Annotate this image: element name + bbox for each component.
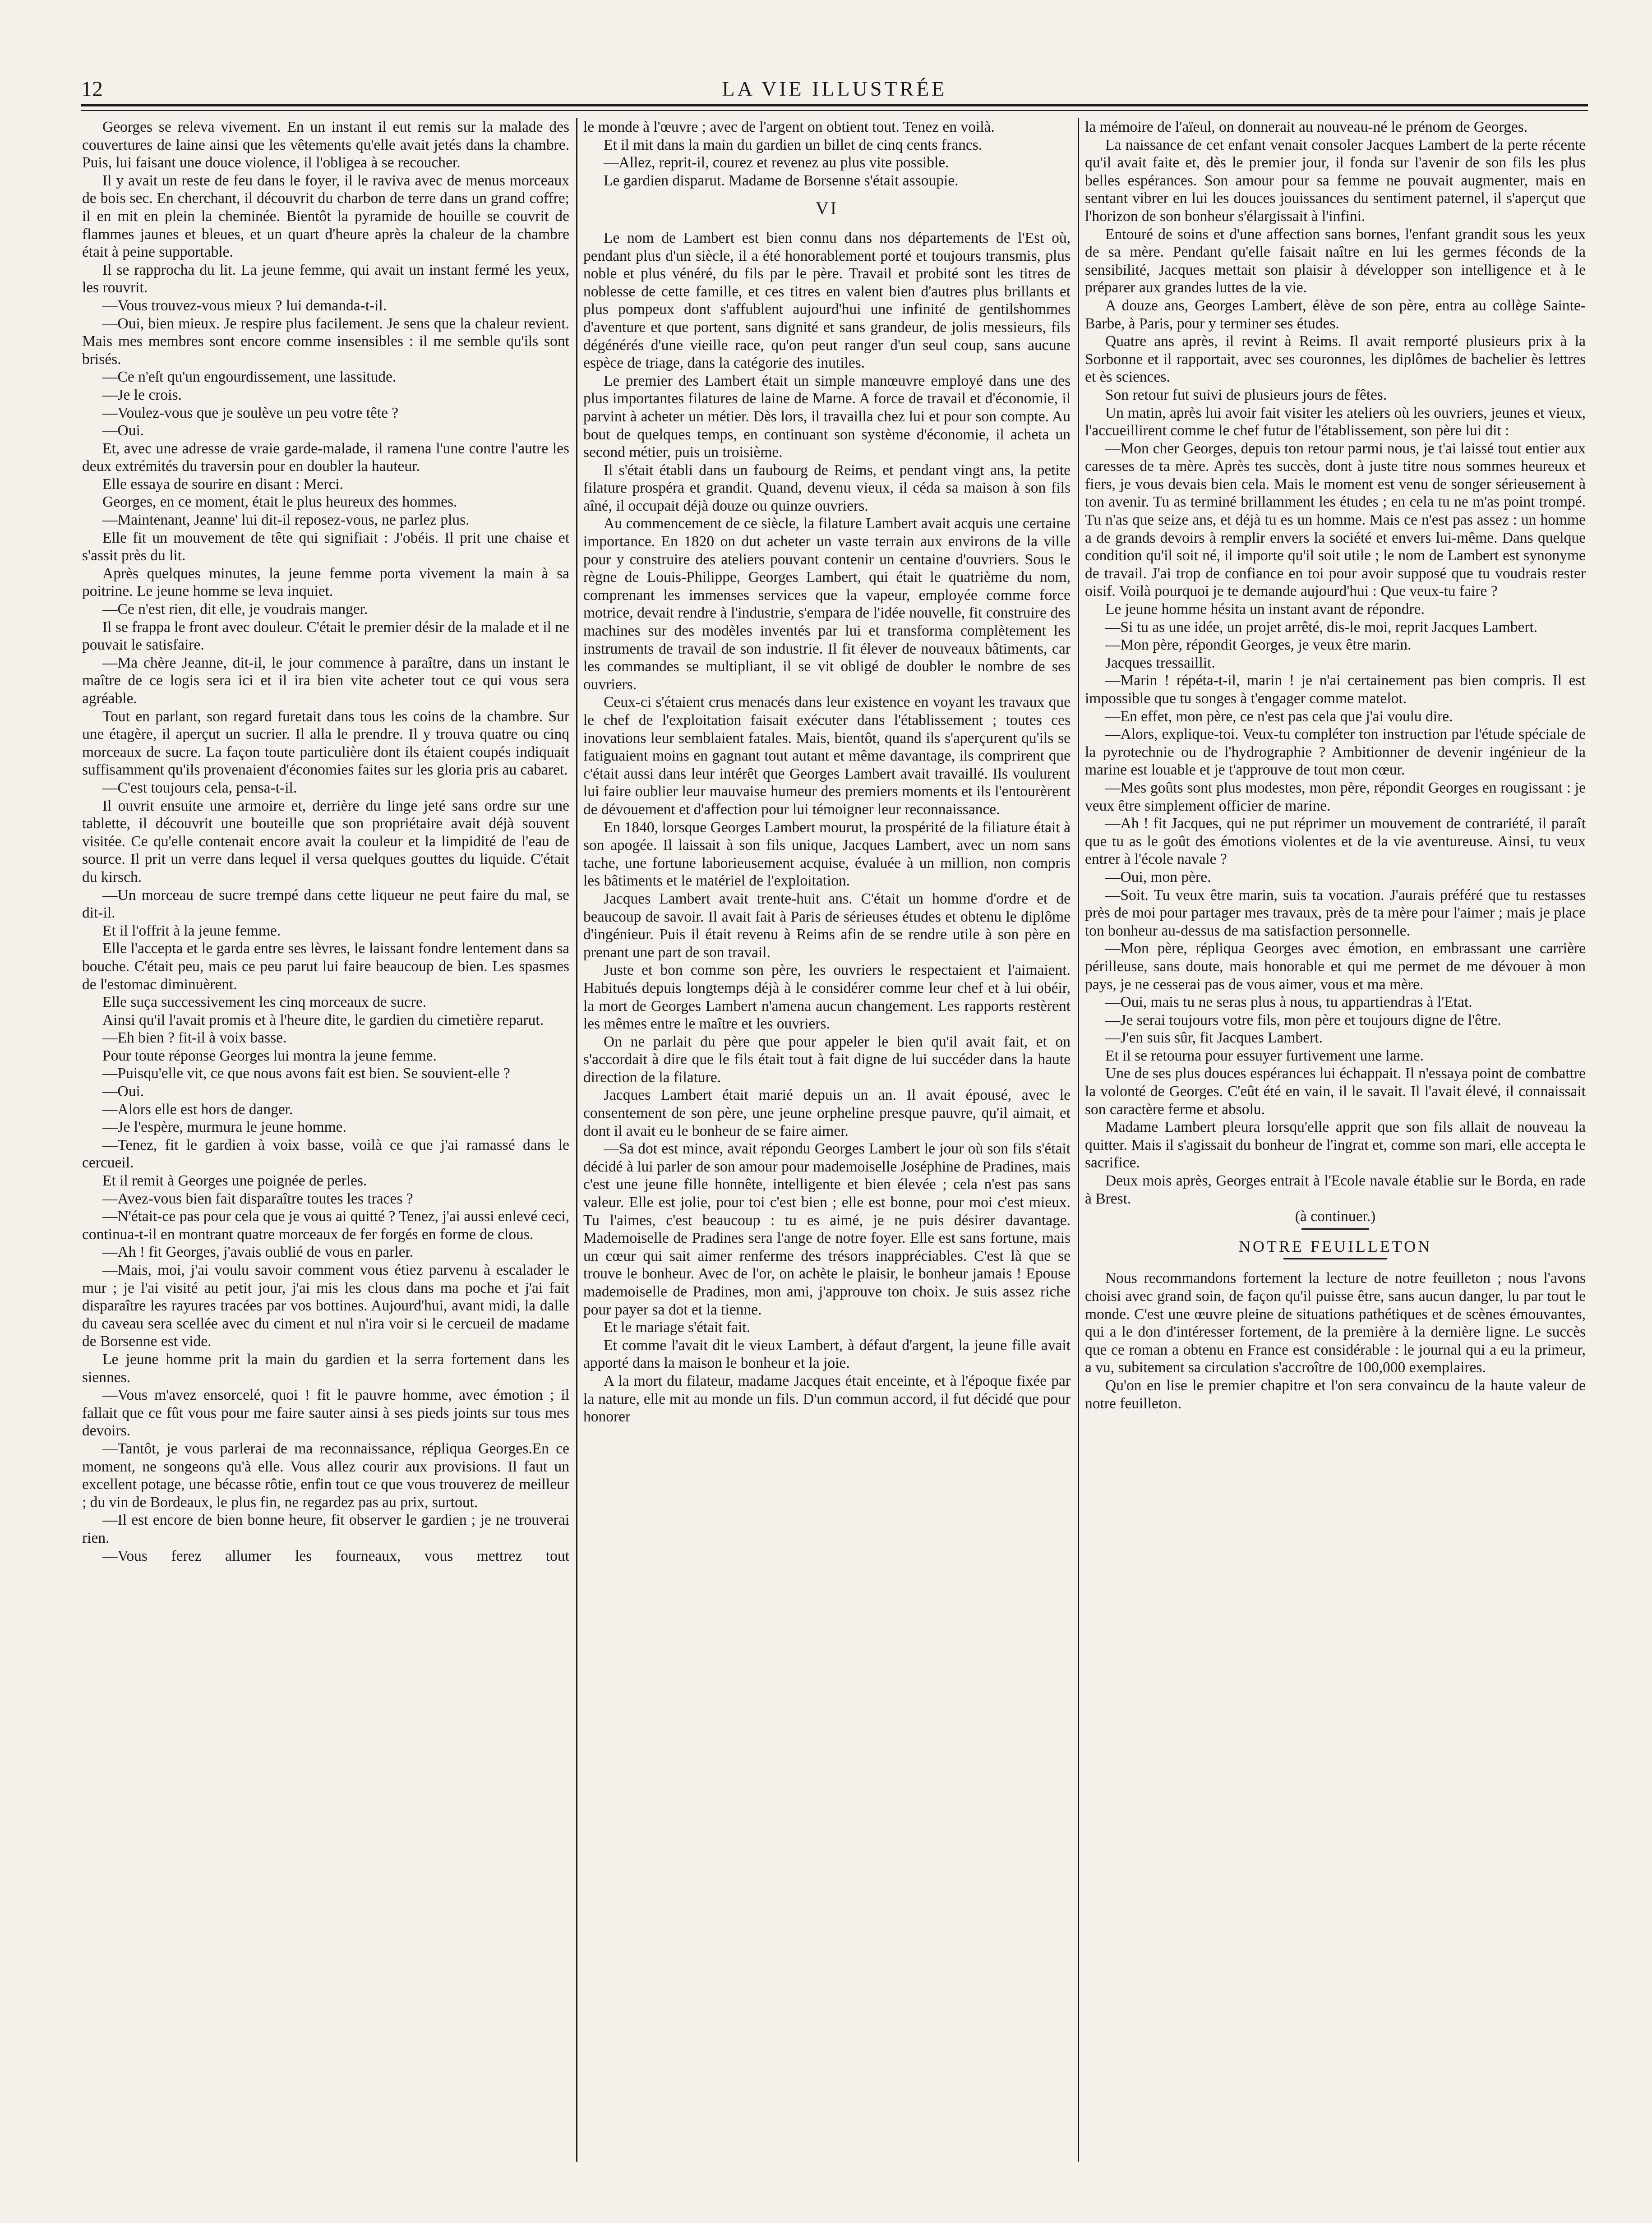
- header-rule-thin: [81, 110, 1588, 111]
- paragraph: Le jeune homme prit la main du gardien et la serra fortement dans les siennes.: [82, 1351, 569, 1386]
- paragraph: Le premier des Lambert était un simple manœuvre employé dans une des plus importantes filatures de laine de Marne. A force de travail et d'économie, il parvint à acheter un métier. Dès lors, il travailla chez lui et pour son compte. Au bout de quelques temps, en continuant son système d'économie, il acheta un second métier, puis un troisième.: [583, 372, 1071, 461]
- paragraph: Et, avec une adresse de vraie garde-malade, il ramena l'une contre l'autre les deux extrémités du traversin pour en doubler la hauteur.: [82, 440, 569, 475]
- paragraph: Et il remit à Georges une poignée de perles.: [102, 1172, 367, 1190]
- paragraph: —Tantôt, je vous parlerai de ma reconnaissance, répliqua Georges.En ce moment, ne songeons qu'à elle. Vous allez courir aux provisions. Il faut un excellent potage, une bécasse rôtie, enfin tout ce que vous trouverez de meilleur ; du vin de Bordeaux, le plus fin, ne regardez pas au prix, surtout.: [82, 1440, 569, 1511]
- paragraph: Au commencement de ce siècle, la filature Lambert avait acquis une certaine importance. En 1820 on dut acheter un vaste terrain aux environs de la ville pour y construire des ateliers pouvant contenir un centaine d'ouvriers. Sous le règne de Louis-Philippe, Georges Lambert, qui était le quatrième du nom, comprenant les immenses services que la vapeur, employée comme force motrice, devait rendre à l'industrie, s'empara de l'idée nouvelle, fit construire des machines sur des modèles inventés par lui et transforma complètement les instruments de travail de son industrie. Il fit élever de nouveaux bâtiments, car les commandes se multipliant, il se vit obligé de doubler le nombre de ses ouvriers.: [583, 515, 1071, 693]
- feuilleton-heading-rule: [1283, 1258, 1387, 1259]
- paragraph: Tout en parlant, son regard furetait dans tous les coins de la chambre. Sur une étagère, il aperçut un sucrier. Il alla le prendre. Il y trouva quatre ou cinq morceaux de sucre. La façon toute particulière dont ils étaient coupés indiquait suffisamment qu'ils provenaient d'économies faites sur les gloria pris au cabaret.: [82, 708, 569, 779]
- header-rule: [81, 104, 1588, 106]
- paragraph: Elle l'accepta et le garda entre ses lèvres, le laissant fondre lentement dans sa bouche. C'était peu, mais ce peu parut lui faire beaucoup de bien. Les spasmes de l'estomac diminuèrent.: [82, 940, 569, 993]
- paragraph: Il y avait un reste de feu dans le foyer, il le raviva avec de menus morceaux de bois sec. En cherchant, il découvrit du charbon de terre dans un grand coffre; il en mit en plein la cheminée. Bientôt la pyramide de houille se couvrit de flammes jaunes et bleues, et un quart d'heure après la chaleur de la chambre était à peine supportable.: [82, 172, 569, 261]
- paragraph: Georges se releva vivement. En un instant il eut remis sur la malade des couvertures de laine ainsi que les vêtements qu'elle avait jetés dans la chambre. Puis, lui faisant une douce violence, il l'obligea à se recoucher.: [82, 119, 569, 171]
- journal-title: LA VIE ILLUSTRÉE: [722, 77, 947, 100]
- paragraph: Et le mariage s'était fait.: [604, 1319, 751, 1336]
- paragraph: Et il l'offrit à la jeune femme.: [102, 922, 281, 939]
- paragraph: le monde à l'œuvre ; avec de l'argent on obtient tout. Tenez en voilà.: [583, 119, 995, 135]
- paragraph: Madame Lambert pleura lorsqu'elle apprit que son fils allait de nouveau la quitter. Mais il s'agissait du bonheur de l'ingrat et, comme son mari, elle accepta le sacrifice.: [1085, 1119, 1586, 1171]
- column-1-body: [82, 118, 569, 1565]
- paragraph: Il se frappa le front avec douleur. C'était le premier désir de la malade et il ne pouvait le satisfaire.: [82, 618, 569, 654]
- paragraph: A la mort du filateur, madame Jacques était enceinte, et à l'époque fixée par la nature, elle mit au monde un fils. D'un commun accord, il fut décidé que pour honorer: [583, 1372, 1071, 1425]
- paragraph: En 1840, lorsque Georges Lambert mourut, la prospérité de la filiature était à son apogée. Il laissait à son fils unique, Jacques Lambert, avec un nom sans tache, une fortune laborieusement acquise, évaluée à un million, non compris les bâtiments et le matériel de l'exploitation.: [583, 819, 1071, 890]
- paragraph: —Ah ! fit Jacques, qui ne put réprimer un mouvement de contrariété, il paraît que tu as le goût des émotions violentes et de la vie aventureuse. Ainsi, tu veux entrer à l'école navale ?: [1085, 815, 1586, 868]
- paragraph: Un matin, après lui avoir fait visiter les ateliers où les ouvriers, jeunes et vieux, l'accueillirent comme le chef futur de l'établissement, son père lui dit :: [1085, 404, 1586, 439]
- section-numeral: VI: [815, 198, 839, 219]
- paragraph: Pour toute réponse Georges lui montra la jeune femme.: [102, 1047, 437, 1064]
- paragraph: Il ouvrit ensuite une armoire et, derrière du linge jeté sans ordre sur une tablette, il découvrit une bouteille que son propriétaire avait déjà souvent visitée. Ce qu'elle contenait encore avait la couleur et la limpidité de l'eau de source. Il prit un verre dans lequel il versa quelques gouttes du liquide. C'était du kirsch.: [82, 797, 569, 886]
- paragraph: Et il se retourna pour essuyer furtivement une larme.: [1105, 1047, 1424, 1064]
- paragraph: —Oui.: [102, 1083, 144, 1100]
- paragraph: —Oui.: [102, 422, 144, 439]
- paragraph: —Vous m'avez ensorcelé, quoi ! fit le pauvre homme, avec émotion ; il fallait que ce fût vous pour me faire sauter ainsi à ses pieds joints sur tous mes devoirs.: [82, 1387, 569, 1439]
- section-rule: [1301, 1228, 1369, 1230]
- paragraph: —Mon cher Georges, depuis ton retour parmi nous, je t'ai laissé tout entier aux caresses de ta mère. Après tes succès, dont à juste titre nous sommes heureux et fiers, je vous devais bien cela. Mais le moment est venu de songer sérieusement à ton avenir. Tu as terminé brillamment les études ; en cela tu ne m'as point trompé. Tu n'as que seize ans, et déjà tu es un homme. Mais ce n'est pas assez : un homme a de grands devoirs à remplir envers la société et envers lui-même. Dans quelque condition qu'il soit né, il importe qu'il soit utile ; le nom de Lambert est synonyme de travail. J'ai trop de confiance en toi pour avoir supposé que tu voudrais rester oisif. Voilà pourquoi je te demande aujourd'hui : Que veux-tu faire ?: [1085, 440, 1586, 600]
- paragraph: Juste et bon comme son père, les ouvriers le respectaient et l'aimaient. Habitués depuis longtemps déjà à le considérer comme leur chef et à lui obéir, la mort de Georges Lambert n'amena aucun changement. Les rapports restèrent les mêmes entre le maître et les ouvriers.: [583, 962, 1071, 1033]
- paragraph: Le jeune homme hésita un instant avant de répondre.: [1105, 601, 1425, 618]
- paragraph: Après quelques minutes, la jeune femme porta vivement la main à sa poitrine. Le jeune homme se leva inquiet.: [82, 565, 569, 600]
- column-divider: [1078, 118, 1079, 2162]
- column-3-body: [1085, 118, 1586, 1208]
- paragraph: —N'était-ce pas pour cela que je vous ai quitté ? Tenez, j'ai aussi enlevé ceci, continua-t-il en montrant quatre morceaux de fer forgés en forme de clous.: [82, 1208, 569, 1243]
- feuilleton-heading: NOTRE FEUILLETON: [1238, 1237, 1432, 1255]
- paragraph: —Soit. Tu veux être marin, suis ta vocation. J'aurais préféré que tu restasses près de moi pour partager mes travaux, près de ta mère pour l'aimer ; mais je place ton bonheur au-dessus de ma satisfaction personnelle.: [1085, 886, 1586, 939]
- paragraph: —Alors elle est hors de danger.: [102, 1101, 293, 1118]
- paragraph: —Je le crois.: [102, 386, 182, 403]
- paragraph: Et comme l'avait dit le vieux Lambert, à défaut d'argent, la jeune fille avait apporté dans la maison le bonheur et la joie.: [583, 1337, 1071, 1372]
- column-2-lead: [583, 118, 1071, 189]
- paragraph: —Ma chère Jeanne, dit-il, le jour commence à paraître, dans un instant le maître de ce logis sera ici et il ira bien vite acheter tout ce qui vous sera agréable.: [82, 654, 569, 707]
- paragraph: A douze ans, Georges Lambert, élève de son père, entra au collège Sainte-Barbe, à Paris, pour y terminer ses études.: [1085, 297, 1586, 332]
- paragraph: —Allez, reprit-il, courez et revenez au plus vite possible.: [604, 154, 949, 171]
- paragraph: —Oui, mais tu ne seras plus à nous, tu appartiendras à l'Etat.: [1105, 994, 1472, 1011]
- paragraph: Le gardien disparut. Madame de Borsenne s'était assoupie.: [604, 172, 959, 189]
- paragraph: Et il mit dans la main du gardien un billet de cinq cents francs.: [604, 136, 983, 153]
- paragraph: —Marin ! répéta-t-il, marin ! je n'ai certainement pas bien compris. Il est impossible que tu songes à t'engager comme matelot.: [1085, 672, 1586, 707]
- text-column-1: [82, 118, 569, 2162]
- paragraph: Georges, en ce moment, était le plus heureux des hommes.: [102, 493, 457, 511]
- page-header: [81, 68, 1588, 99]
- paragraph: Elle essaya de sourire en disant : Merci.: [102, 475, 343, 493]
- paragraph: —Oui, bien mieux. Je respire plus facilement. Je sens que la chaleur revient. Mais mes membres sont encore comme insensibles : il me semble qu'ils sont brisés.: [82, 315, 569, 368]
- feuilleton-body: [1085, 1269, 1586, 1412]
- paragraph: —Tenez, fit le gardien à voix basse, voilà ce que j'ai ramassé dans le cercueil.: [82, 1136, 569, 1171]
- paragraph: —Un morceau de sucre trempé dans cette liqueur ne peut faire du mal, se dit-il.: [82, 886, 569, 922]
- paragraph: —Maintenant, Jeanne' lui dit-il reposez-vous, ne parlez plus.: [102, 512, 470, 529]
- paragraph: —Mais, moi, j'ai voulu savoir comment vous étiez parvenu à escalader le mur ; je l'ai visité au petit jour, j'ai mis les clous dans ma poche et j'ai fait disparaître les rayures tracées par vos bottines. Aujourd'hui, avant midi, la dalle du caveau sera scellée avec du ciment et nul n'ira voir si le cercueil de madame de Borsenne est vide.: [82, 1262, 569, 1350]
- text-column-2: [583, 118, 1071, 2162]
- paragraph: Ceux-ci s'étaient crus menacés dans leur existence en voyant les travaux que le chef de l'exploitation faisait exécuter dans l'établissement ; toutes ces inovations leur semblaient fatales. Mais, bientôt, quand ils s'aperçurent qu'ils se fatiguaient moins en gagnant tout autant et même davantage, ils comprirent que c'était aussi dans leur intérêt que Georges Lambert avait travaillé. Ils voulurent lui faire oublier leur mauvaise humeur des premiers moments et ils l'entourèrent de dévouement et d'affection pour lui témoigner leur reconnaissance.: [583, 694, 1071, 818]
- paragraph: Jacques Lambert avait trente-huit ans. C'était un homme d'ordre et de beaucoup de savoir. Il avait fait à Paris de sérieuses études et obtenu le diplôme d'ingénieur. Puis il était revenu à Reims afin de se rendre utile à son père en prenant une part de son travail.: [583, 890, 1071, 961]
- paragraph: —Ah ! fit Georges, j'avais oublié de vous en parler.: [102, 1244, 414, 1261]
- to-be-continued-note: (à continuer.): [1295, 1208, 1376, 1225]
- paragraph: Une de ses plus douces espérances lui échappait. Il n'essaya point de combattre la volonté de Georges. C'eût été en vain, il le savait. Il l'avait élevé, il connaissait son caractère ferme et absolu.: [1085, 1065, 1586, 1118]
- paragraph: La naissance de cet enfant venait consoler Jacques Lambert de la perte récente qu'il avait faite et, dès le premier jour, il fonda sur l'avenir de son fils les plus belles espérances. Son amour pour sa femme ne pouvait augmenter, mais en sentant vibrer en lui les douces jouissances du sentiment paternel, il s'aperçut que l'horizon de son bonheur s'élargissait à l'infini.: [1085, 136, 1586, 225]
- paragraph: —Il est encore de bien bonne heure, fit observer le gardien ; je ne trouverai rien.: [82, 1512, 569, 1546]
- paragraph: —Puisqu'elle vit, ce que nous avons fait est bien. Se souvient-elle ?: [102, 1065, 510, 1082]
- paragraph: —Eh bien ? fit-il à voix basse.: [102, 1029, 287, 1047]
- paragraph: la mémoire de l'aïeul, on donnerait au nouveau-né le prénom de Georges.: [1085, 119, 1528, 135]
- paragraph: Deux mois après, Georges entrait à l'Ecole navale établie sur le Borda, en rade à Brest.: [1085, 1172, 1586, 1207]
- paragraph: Elle suça successivement les cinq morceaux de sucre.: [102, 994, 427, 1011]
- paragraph: Il s'était établi dans un faubourg de Reims, et pendant vingt ans, la petite filature prospéra et grandit. Quand, devenu vieux, il céda sa maison à son fils aîné, il occupait déjà douze ou quinze ouvriers.: [583, 461, 1071, 514]
- text-column-3: [1085, 118, 1586, 2162]
- paragraph: —C'est toujours cela, pensa-t-il.: [102, 779, 297, 796]
- paragraph: Quatre ans après, il revint à Reims. Il avait remporté plusieurs prix à la Sorbonne et il rapportait, avec ses couronnes, les diplômes de bachelier ès lettres et ès sciences.: [1085, 333, 1586, 386]
- paragraph: —En effet, mon père, ce n'est pas cela que j'ai voulu dire.: [1105, 708, 1453, 725]
- paragraph: —Ce n'est rien, dit elle, je voudrais manger.: [102, 601, 368, 618]
- paragraph: —Mon père, répondit Georges, je veux être marin.: [1105, 636, 1412, 654]
- paragraph: Entouré de soins et d'une affection sans bornes, l'enfant grandit sous les yeux de sa mère. Pendant qu'elle faisait naître en lui les germes féconds de la sensibilité, Jacques mettait son plaisir à développer son intelligence et à le préparer aux grandes luttes de la vie.: [1085, 226, 1586, 296]
- paragraph: —Mes goûts sont plus modestes, mon père, répondit Georges en rougissant : je veux être simplement officier de marine.: [1085, 779, 1586, 814]
- paragraph: Il se rapprocha du lit. La jeune femme, qui avait un instant fermé les yeux, les rouvrit.: [82, 261, 569, 296]
- paragraph: —Sa dot est mince, avait répondu Georges Lambert le jour où son fils s'était décidé à lui parler de son amour pour mademoiselle Joséphine de Pradines, mais c'est une jeune fille honnête, intelligente et bien élevée ; cela n'est pas sans valeur. Elle est jolie, pour toi c'est bien ; elle est bonne, pour moi c'est mieux. Tu l'aimes, c'est beaucoup : tu es aimé, je ne puis désirer davantage. Mademoiselle de Pradines sera l'ange de notre foyer. Elle est sans fortune, mais un cœur qui sait aimer renferme des trésors inappréciables. C'est là que se trouve le bonheur. Avec de l'or, on achète le plaisir, le bonheur jamais ! Epouse mademoiselle de Pradines, mon ami, j'approuve ton choix. Je suis assez riche pour payer sa dot et la tienne.: [583, 1140, 1071, 1318]
- paragraph: —Vous ferez allumer les fourneaux, vous mettrez tout: [102, 1547, 569, 1564]
- paragraph: —Je serai toujours votre fils, mon père et toujours digne de l'être.: [1105, 1011, 1501, 1028]
- column-2-body: [583, 229, 1071, 1426]
- paragraph: —Oui, mon père.: [1105, 868, 1211, 886]
- paragraph: Elle fit un mouvement de tête qui signifiait : J'obéis. Il prit une chaise et s'assit près du lit.: [82, 529, 569, 564]
- paragraph: Qu'on en lise le premier chapitre et l'on sera convaincu de la haute valeur de notre feuilleton.: [1085, 1377, 1586, 1412]
- paragraph: —Voulez-vous que je soulève un peu votre tête ?: [102, 404, 399, 421]
- page-number: 12: [81, 77, 103, 101]
- paragraph: —Alors, explique-toi. Veux-tu compléter ton instruction par l'étude spéciale de la pyrotechnie ou de l'hydrographie ? Ambitionner de devenir ingénieur de la marine est louable et je t'approuve de tout mon cœur.: [1085, 726, 1586, 779]
- paragraph: Le nom de Lambert est bien connu dans nos départements de l'Est où, pendant plus d'un siècle, il a été honorablement porté et toujours transmis, plus noble et plus vénéré, du fils par le père. Travail et probité sont les titres de noblesse de cette famille, et ces titres en valent bien d'autres plus brillants et plus pompeux dont s'affublent aujourd'hui une infinité de gentilshommes d'aventure et que portent, sans dignité et sans grandeur, de jolis messieurs, fils dégénérés d'une vieille race, qu'on peut ranger d'un seul coup, sans aucune espèce de triage, dans la catégorie des inutiles.: [583, 229, 1071, 372]
- paragraph: —Ce n'eſt qu'un engourdissement, une lassitude.: [102, 369, 397, 386]
- paragraph: Jacques Lambert était marié depuis un an. Il avait épousé, avec le consentement de son père, une jeune orpheline presque pauvre, qu'il aimait, et dont il avait eu le bonheur de se faire aimer.: [583, 1087, 1071, 1139]
- paragraph: —Vous trouvez-vous mieux ? lui demanda-t-il.: [102, 297, 387, 314]
- paragraph: —Avez-vous bien fait disparaître toutes les traces ?: [102, 1190, 413, 1207]
- paragraph: —Mon père, répliqua Georges avec émotion, en embrassant une carrière périlleuse, sans doute, mais honorable et qui me permet de me dévouer à mon pays, je ne cesserai pas de vous aimer, vous et ma mère.: [1085, 940, 1586, 993]
- paragraph: Nous recommandons fortement la lecture de notre feuilleton ; nous l'avons choisi avec grand soin, de façon qu'il puisse être, sans aucun danger, lu par tout le monde. C'est une œuvre pleine de situations pathétiques et de scènes émouvantes, qui a le don d'intéresser fortement, de la première à la dernière ligne. Le succès que ce roman a obtenu en France est considérable : le journal qui a eu la primeur, a vu, subitement sa circulation s'accroître de 100,000 exemplaires.: [1085, 1270, 1586, 1376]
- paragraph: —Si tu as une idée, un projet arrêté, dis-le moi, reprit Jacques Lambert.: [1105, 618, 1538, 636]
- paragraph: —Je l'espère, murmura le jeune homme.: [102, 1119, 346, 1136]
- paragraph: Son retour fut suivi de plusieurs jours de fêtes.: [1105, 386, 1387, 403]
- paragraph: Ainsi qu'il l'avait promis et à l'heure dite, le gardien du cimetière reparut.: [102, 1011, 544, 1028]
- paragraph: —J'en suis sûr, fit Jacques Lambert.: [1105, 1029, 1323, 1047]
- column-divider: [576, 118, 577, 2162]
- paragraph: On ne parlait du père que pour appeler le bien qu'il avait fait, et on s'accordait à dire que le fils était tout à fait digne de lui succéder dans la haute direction de la filature.: [583, 1033, 1071, 1086]
- paragraph: Jacques tressaillit.: [1105, 654, 1215, 671]
